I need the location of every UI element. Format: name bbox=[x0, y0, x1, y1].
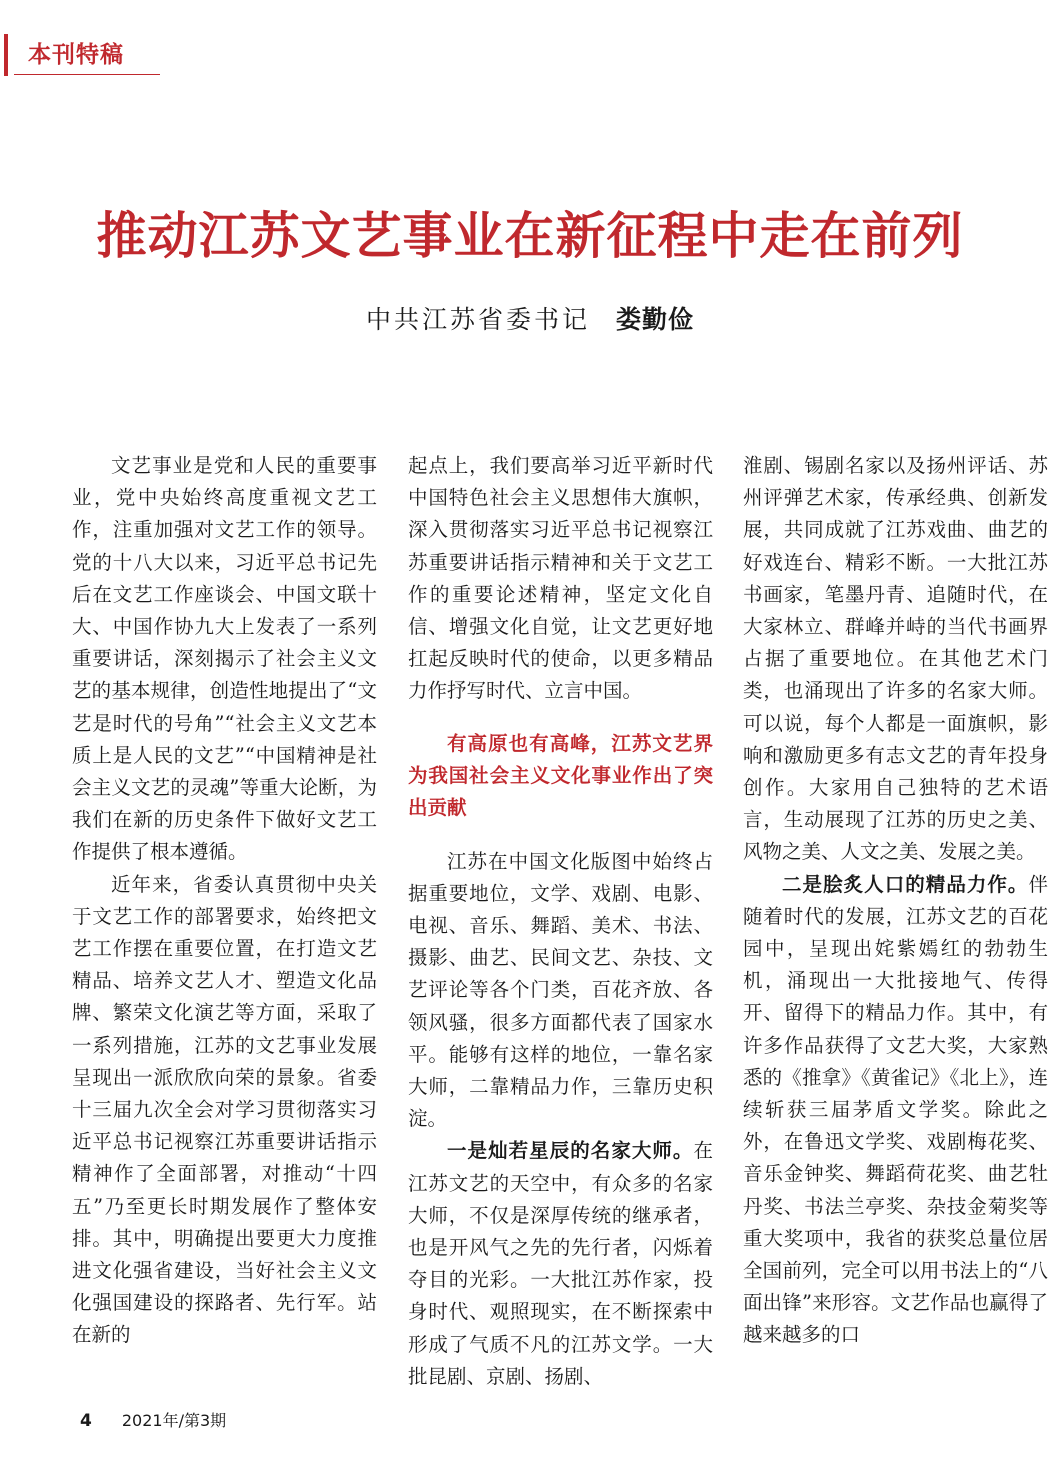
issue-label: 2021年/第3期 bbox=[121, 1411, 227, 1430]
section-accent-bar bbox=[4, 34, 8, 76]
paragraph-2-part-1: 近年来，省委认真贯彻中央关于文艺工作的部署要求，始终把文艺工作摆在重要位置，在打造文艺精品、培养文艺人才、塑造文化品牌、繁荣文化演艺等方面，采取了一系列措施，江苏的文艺事业发展呈现出一派欣欣向荣的景象。省委十三届九次全会对学习贯彻落实习近平总书记视察江苏重要讲话指示精神作了全面部署，对推动“十四五”乃至更长时期发展作了整体安排。其中，明确提出要更大力度推进文化强省建设，当好社会主义文化强国建设的探路者、先行军。站在新的 bbox=[72, 872, 377, 1347]
paragraph-5-body: 伴随着时代的发展，江苏文艺的百花园中，呈现出姹紫嫣红的勃勃生机，涌现出一大批接地气、传得开、留得下的精品力作。其中，有许多作品获得了文艺大奖，大家熟悉的《推拿》《黄雀记》《北上》，连续斩获三届茅盾文学奖。除此之外，在鲁迅文学奖、戏剧梅花奖、音乐金钟奖、舞蹈荷花奖、曲艺牡丹奖、书法兰亭奖、杂技金菊奖等重大奖项中，我省的获奖总量位居全国前列，完全可以用书法上的“八面出锋”来形容。文艺作品也赢得了越来越多的口 bbox=[743, 872, 1048, 1347]
section-label: 本刊特稿 bbox=[28, 42, 124, 68]
paragraph-2-part-2: 起点上，我们要高举习近平新时代中国特色社会主义思想伟大旗帜，深入贯彻落实习近平总书记视察江苏重要讲话指示精神和关于文艺工作的重要论述精神，坚定文化自信、增强文化自觉，让文艺更好地扛起反映时代的使命，以更多精品力作抒写时代、立言中国。 bbox=[408, 454, 713, 703]
page-footer bbox=[80, 1408, 226, 1431]
column-1 bbox=[72, 450, 377, 1352]
paragraph-4-part-1 bbox=[408, 1135, 713, 1393]
paragraph-5-lead: 二是脍炙人口的精品力作。 bbox=[782, 872, 1029, 896]
byline-role: 中共江苏省委书记 bbox=[365, 305, 590, 334]
byline bbox=[0, 300, 1060, 336]
article-title: 推动江苏文艺事业在新征程中走在前列 bbox=[96, 207, 964, 265]
page-number: 4 bbox=[80, 1411, 92, 1431]
paragraph-5 bbox=[743, 869, 1048, 1352]
paragraph-4-lead: 一是灿若星辰的名家大师。 bbox=[447, 1139, 694, 1163]
byline-author: 娄勤俭 bbox=[616, 305, 695, 334]
column-2 bbox=[408, 450, 713, 1393]
paragraph-3: 江苏在中国文化版图中始终占据重要地位，文学、戏剧、电影、电视、音乐、舞蹈、美术、书法、摄影、曲艺、民间文艺、杂技、文艺评论等各个门类，百花齐放、各领风骚，很多方面都代表了国家水平。能够有这样的地位，一靠名家大师，二靠精品力作，三靠历史积淀。 bbox=[408, 849, 713, 1131]
paragraph-4-part-2: 淮剧、锡剧名家以及扬州评话、苏州评弹艺术家，传承经典、创新发展，共同成就了江苏戏曲、曲艺的好戏连台、精彩不断。一大批江苏书画家，笔墨丹青、追随时代，在大家林立、群峰并峙的当代书画界占据了重要地位。在其他艺术门类，也涌现出了许多的名家大师。可以说，每个人都是一面旗帜，影响和激励更多有志文艺的青年投身创作。大家用自己独特的艺术语言，生动展现了江苏的历史之美、风物之美、人文之美、发展之美。 bbox=[743, 454, 1048, 864]
paragraph-4-body-start: 在江苏文艺的天空中，有众多的名家大师，不仅是深厚传统的继承者，也是开风气之先的先行者，闪烁着夺目的光彩。一大批江苏作家，投身时代、观照现实，在不断探索中形成了气质不凡的江苏文学。一大批昆剧、京剧、扬剧、 bbox=[408, 1139, 713, 1388]
section-header bbox=[0, 34, 160, 76]
column-3 bbox=[743, 450, 1048, 1352]
subheading: 有高原也有高峰，江苏文艺界为我国社会主义文化事业作出了突出贡献 bbox=[408, 731, 713, 819]
paragraph-intro: 文艺事业是党和人民的重要事业，党中央始终高度重视文艺工作，注重加强对文艺工作的领导。党的十八大以来，习近平总书记先后在文艺工作座谈会、中国文联十大、中国作协九大上发表了一系列重要讲话，深刻揭示了社会主义文艺的基本规律，创造性地提出了“文艺是时代的号角”“社会主义文艺本质上是人民的文艺”“中国精神是社会主义文艺的灵魂”等重大论断，为我们在新的历史条件下做好文艺工作提供了根本遵循。 bbox=[72, 454, 377, 864]
section-divider bbox=[14, 74, 160, 75]
